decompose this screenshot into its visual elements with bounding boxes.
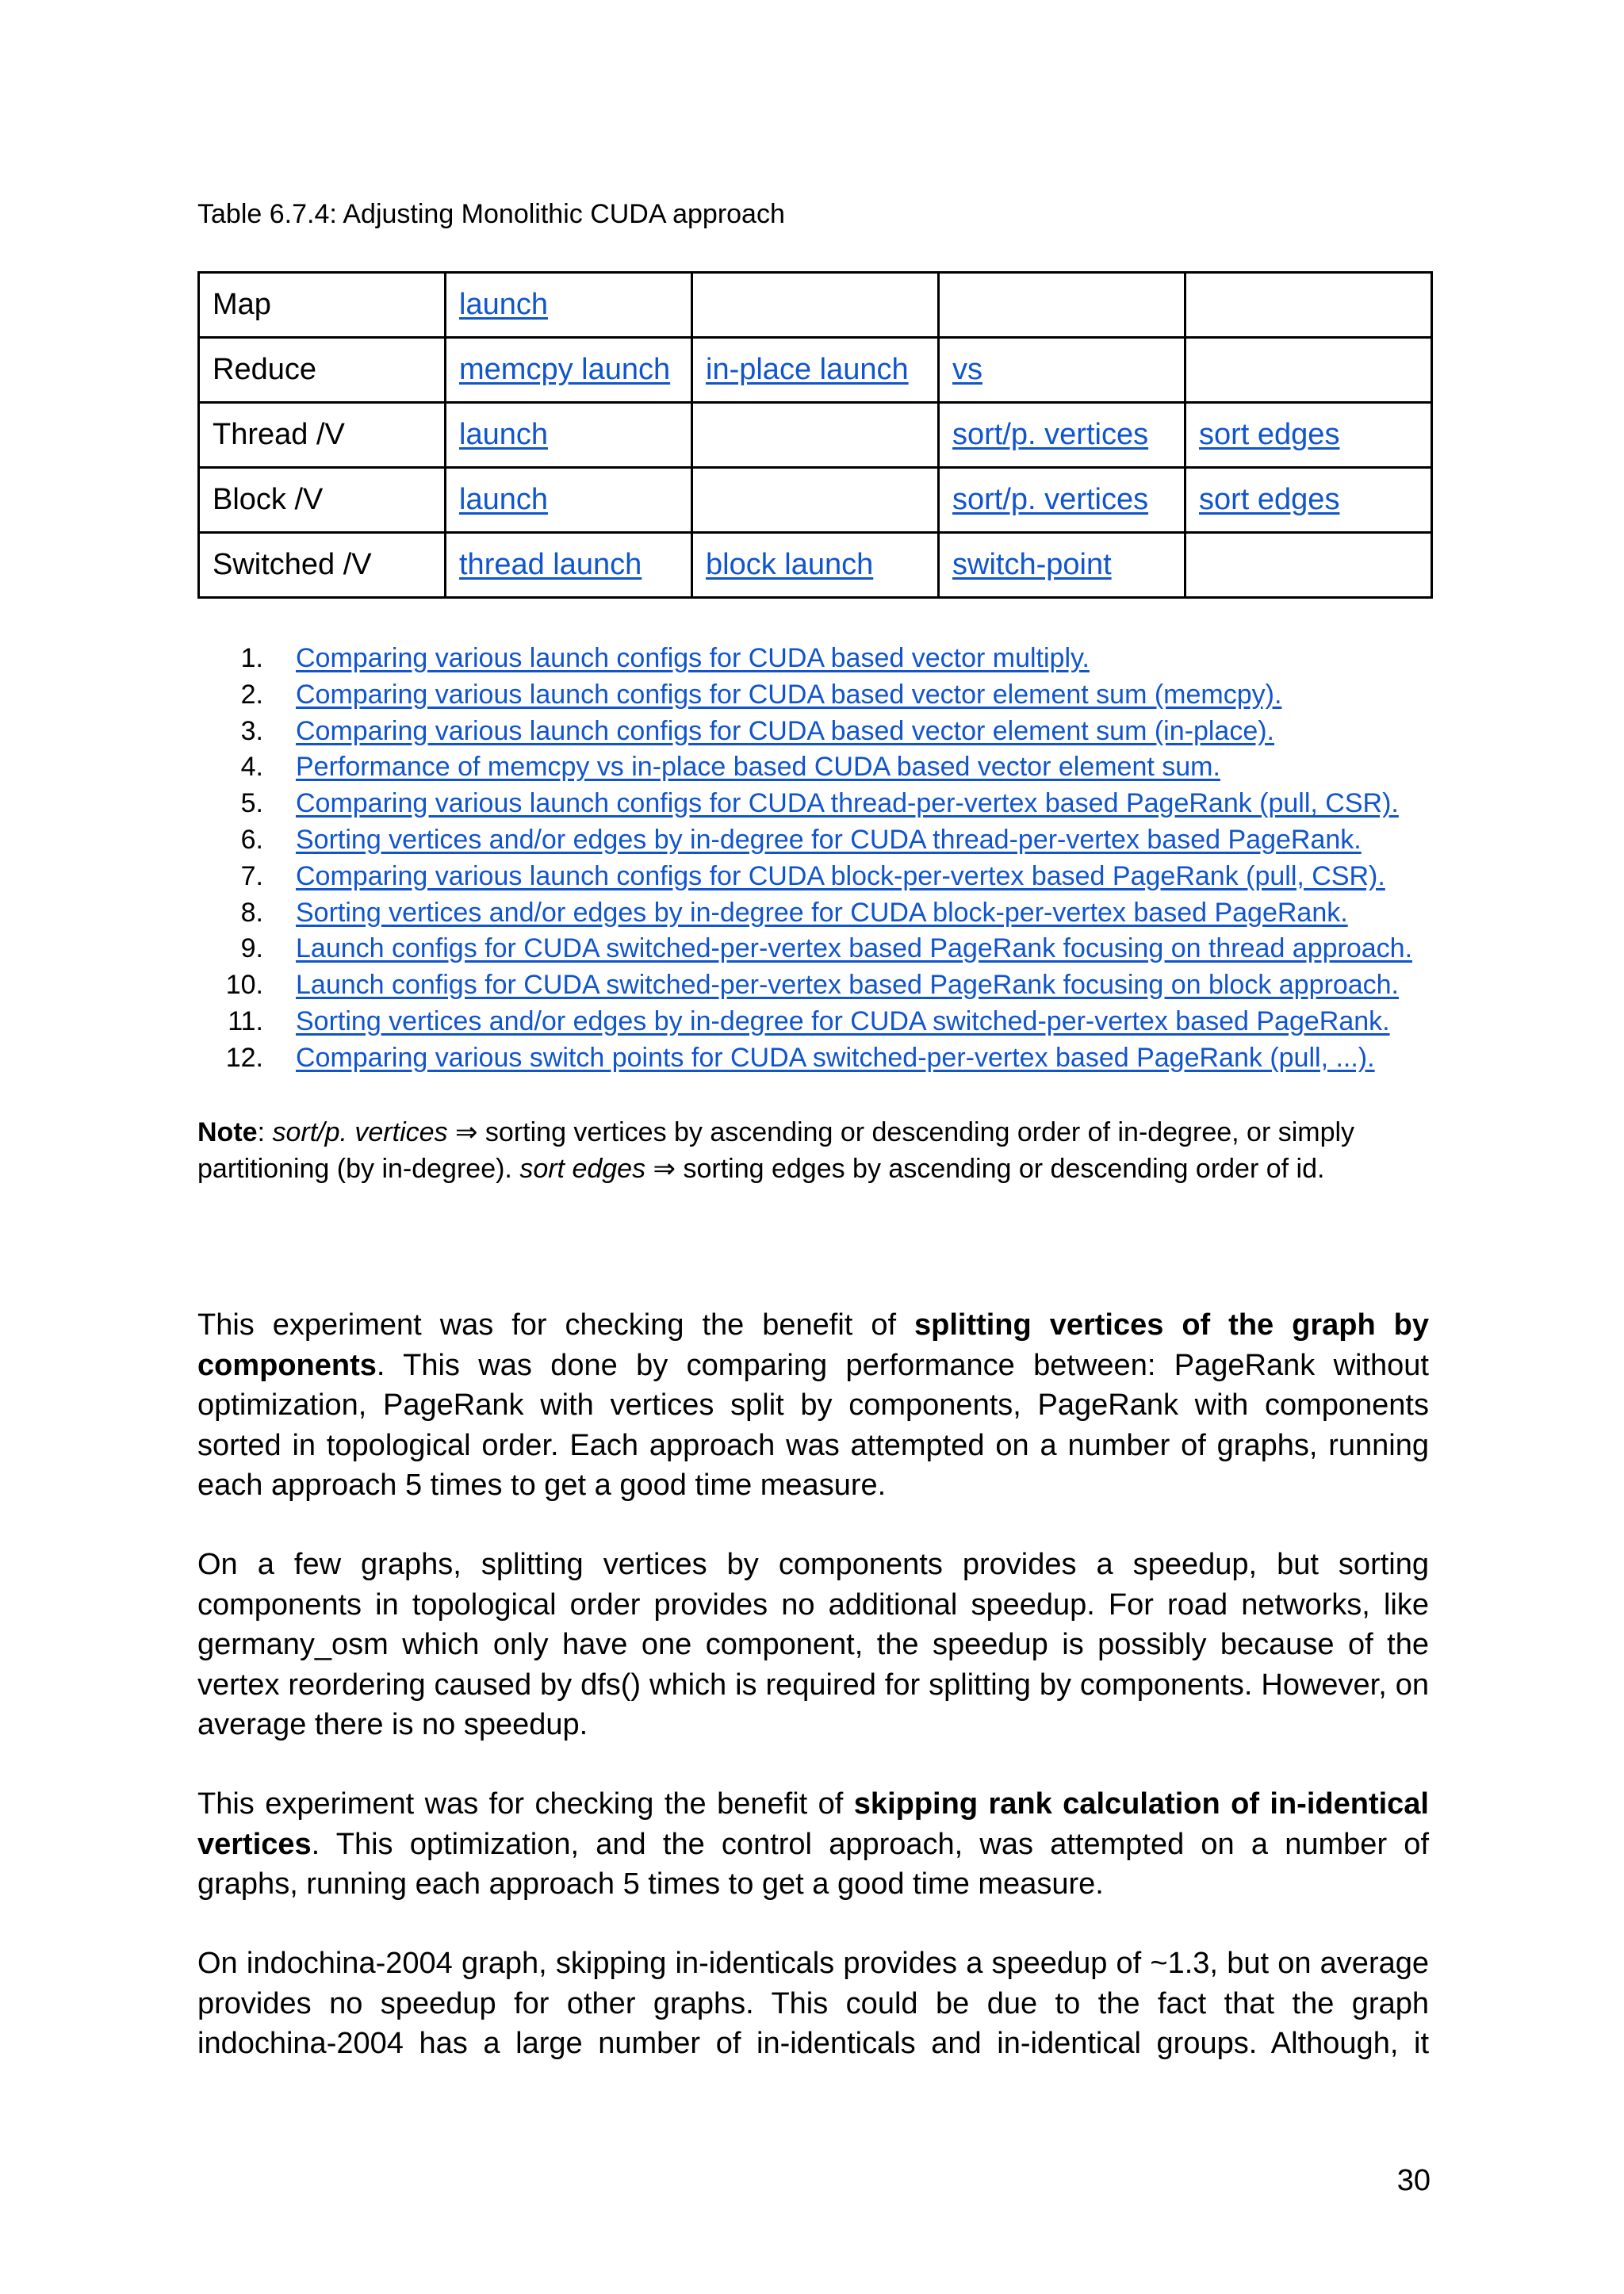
- list-number: 10.: [225, 970, 263, 1001]
- list-number: 9.: [240, 933, 263, 964]
- cell-thread-3: [939, 403, 1185, 468]
- table-row-map: [199, 273, 1432, 338]
- cell-map-4: [1185, 273, 1432, 338]
- cell-reduce-4: [1185, 338, 1432, 403]
- cell-map-1: [446, 273, 692, 338]
- cell-block-3: [939, 468, 1185, 533]
- table-row-reduce: [199, 338, 1432, 403]
- cell-map-3: [939, 273, 1185, 338]
- list-number: 2.: [240, 679, 263, 710]
- page-number: 30: [1396, 2164, 1431, 2197]
- reference-list: [197, 641, 1466, 1077]
- cell-block-4: [1185, 468, 1432, 533]
- reference-link[interactable]: Performance of memcpy vs in-place based CUDA based vector element sum.: [296, 752, 1220, 783]
- paragraph-in-identicals-results: On indochina-2004 graph, skipping in-identicals provides a speedup of ~1.3, but on average provides no speedup for other graphs. This could be due to the fact that the graph indochina-2004 has a large number of in-identicals and in-identical groups. Although, it: [197, 1947, 1429, 2060]
- table-row-block: [199, 468, 1432, 533]
- block-launch-link[interactable]: launch: [459, 483, 548, 516]
- switched-thread-launch-link[interactable]: thread launch: [459, 548, 642, 581]
- list-number: 7.: [240, 860, 263, 891]
- reduce-memcpy-launch-link[interactable]: memcpy launch: [459, 353, 671, 386]
- row-label-map: Map: [199, 273, 446, 338]
- paragraph-bold-text: skipping rank calculation of in-identical vertices: [197, 1787, 1429, 1861]
- thread-sort-edges-link[interactable]: sort edges: [1199, 418, 1340, 451]
- list-number: 12.: [225, 1042, 263, 1073]
- reference-link[interactable]: Comparing various launch configs for CUDA based vector multiply.: [296, 643, 1090, 673]
- reduce-vs-link[interactable]: vs: [952, 353, 982, 386]
- cell-thread-4: [1185, 403, 1432, 468]
- cell-switched-2: [692, 533, 939, 598]
- list-item: [197, 1004, 1466, 1040]
- reference-link[interactable]: Sorting vertices and/or edges by in-degree for CUDA block-per-vertex based PageRank.: [296, 897, 1348, 928]
- switched-switch-point-link[interactable]: switch-point: [952, 548, 1112, 581]
- cell-switched-4: [1185, 533, 1432, 598]
- paragraph-text: . This optimization, and the control approach, was attempted on a number of graphs, running each approach 5 times to get a good time measure.: [197, 1827, 1429, 1901]
- list-item: [197, 1040, 1466, 1077]
- reduce-in-place-launch-link[interactable]: in-place launch: [706, 353, 909, 386]
- block-sort-vertices-link[interactable]: sort/p. vertices: [952, 483, 1149, 516]
- paragraph-text: This experiment was for checking the benefit of: [197, 1787, 854, 1821]
- list-item: [197, 931, 1466, 967]
- list-number: 1.: [240, 643, 263, 673]
- list-item: [197, 967, 1466, 1004]
- list-number: 5.: [240, 788, 263, 819]
- reference-link[interactable]: Sorting vertices and/or edges by in-degree for CUDA thread-per-vertex based PageRank.: [296, 824, 1362, 855]
- list-item: [197, 714, 1466, 750]
- reference-link[interactable]: Comparing various launch configs for CUDA based vector element sum (memcpy).: [296, 679, 1282, 710]
- list-number: 6.: [240, 824, 263, 855]
- reference-link[interactable]: Sorting vertices and/or edges by in-degree for CUDA switched-per-vertex based PageRank.: [296, 1005, 1390, 1036]
- cell-block-1: [446, 468, 692, 533]
- cell-switched-3: [939, 533, 1185, 598]
- reference-link[interactable]: Comparing various launch configs for CUDA block-per-vertex based PageRank (pull, CSR).: [296, 860, 1385, 891]
- table-row-thread: [199, 403, 1432, 468]
- row-label-switched: Switched /V: [199, 533, 446, 598]
- table-note: [197, 1114, 1434, 1187]
- cell-thread-1: [446, 403, 692, 468]
- reference-link[interactable]: Launch configs for CUDA switched-per-vertex based PageRank focusing on thread approach.: [296, 933, 1413, 964]
- switched-block-launch-link[interactable]: block launch: [706, 548, 874, 581]
- cell-reduce-3: [939, 338, 1185, 403]
- map-launch-link[interactable]: launch: [459, 288, 548, 321]
- cell-thread-2: [692, 403, 939, 468]
- reference-link[interactable]: Comparing various launch configs for CUDA based vector element sum (in-place).: [296, 715, 1274, 746]
- block-sort-edges-link[interactable]: sort edges: [1199, 483, 1340, 516]
- list-item: [197, 822, 1466, 859]
- list-number: 11.: [228, 1005, 263, 1036]
- list-number: 3.: [240, 715, 263, 746]
- thread-launch-link[interactable]: launch: [459, 418, 548, 451]
- reference-link[interactable]: Comparing various launch configs for CUDA thread-per-vertex based PageRank (pull, CSR).: [296, 788, 1399, 819]
- list-item: [197, 677, 1466, 714]
- note-term-sort-edges: sort edges: [519, 1154, 646, 1184]
- launch-config-table: [197, 271, 1433, 599]
- list-item: [197, 641, 1466, 677]
- table-row-switched: [199, 533, 1432, 598]
- paragraph-bold-text: splitting vertices of the graph by components: [197, 1308, 1429, 1382]
- paragraph-components: [197, 1305, 1429, 1506]
- reference-link[interactable]: Comparing various switch points for CUDA switched-per-vertex based PageRank (pull, ...).: [296, 1042, 1375, 1073]
- table-caption: Table 6.7.4: Adjusting Monolithic CUDA approach: [197, 199, 785, 229]
- row-label-thread: Thread /V: [199, 403, 446, 468]
- list-item: [197, 895, 1466, 932]
- note-text-2: ⇒ sorting edges by ascending or descending order of id.: [645, 1154, 1325, 1184]
- paragraph-text: . This was done by comparing performance between: PageRank without optimization, PageRank with vertices split by components, PageRank with components sorted in topological order. Each approach was attempted on a number of graphs, running each approach 5 times to get a good time measure.: [197, 1348, 1429, 1502]
- row-label-block: Block /V: [199, 468, 446, 533]
- reference-link[interactable]: Launch configs for CUDA switched-per-vertex based PageRank focusing on block approach.: [296, 970, 1399, 1001]
- note-separator: :: [257, 1117, 273, 1147]
- row-label-reduce: Reduce: [199, 338, 446, 403]
- list-item: [197, 859, 1466, 895]
- cell-switched-1: [446, 533, 692, 598]
- list-item: [197, 786, 1466, 822]
- note-text-1: ⇒ sorting vertices by ascending or descending order of in-degree, or simply partitioning (by in-degree).: [197, 1117, 1355, 1184]
- note-term-sort-vertices: sort/p. vertices: [272, 1117, 448, 1147]
- thread-sort-vertices-link[interactable]: sort/p. vertices: [952, 418, 1149, 451]
- cell-block-2: [692, 468, 939, 533]
- list-item: [197, 749, 1466, 786]
- paragraph-text: This experiment was for checking the benefit of: [197, 1308, 914, 1342]
- cell-reduce-2: [692, 338, 939, 403]
- cell-reduce-1: [446, 338, 692, 403]
- paragraph-in-identicals: [197, 1784, 1429, 1905]
- list-number: 4.: [240, 752, 263, 783]
- cell-map-2: [692, 273, 939, 338]
- paragraph-components-results: On a few graphs, splitting vertices by components provides a speedup, but sorting components in topological order provides no additional speedup. For road networks, like germany_osm which only have one component, the speedup is possibly because of the vertex reordering caused by dfs() which is required for splitting by components. However, on average there is no speedup.: [197, 1548, 1429, 1741]
- list-number: 8.: [240, 897, 263, 928]
- note-label: Note: [197, 1117, 258, 1147]
